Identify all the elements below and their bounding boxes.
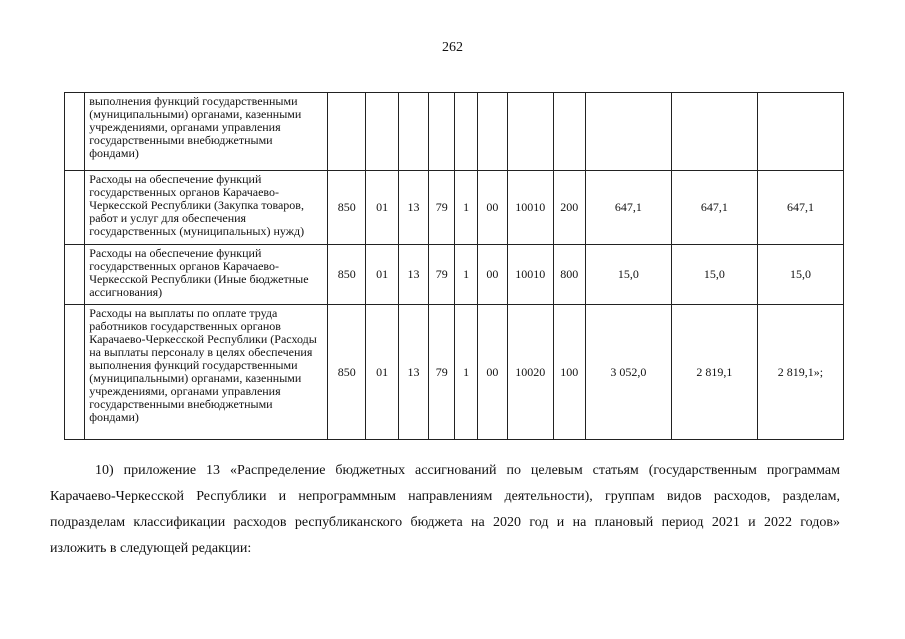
admin-code-cell: 850 [328,305,366,440]
amount-2022-cell: 2 819,1»; [757,305,843,440]
admin-code-cell: 850 [328,245,366,305]
expense-type-cell [553,93,585,171]
amount-2022-cell: 15,0 [757,245,843,305]
section-cell [366,93,398,171]
expense-name-cell: Расходы на выплаты по оплате труда работников государственных органов Карачаево-Черкесской Республики (Расходы на выплаты персоналу в целях обеспечения выполнения функций государственными (муниципальными) органами, казенными учреждениями, органами управления государственными внебюджетными фондами) [85,305,328,440]
amount-2021-cell: 647,1 [671,171,757,245]
expense-type-cell: 800 [553,245,585,305]
subprogram-cell: 1 [455,171,477,245]
page-number: 262 [442,40,463,55]
amount-2020-cell: 647,1 [585,171,671,245]
expense-name-cell: выполнения функций государственными (муниципальными) органами, казенными учреждениями, органами управления государственными внебюджетными фондами) [85,93,328,171]
main-event-cell: 00 [477,245,507,305]
admin-code-cell: 850 [328,171,366,245]
subprogram-cell [455,93,477,171]
section-cell: 01 [366,305,398,440]
direction-cell [508,93,554,171]
table-row [65,245,844,305]
paragraph-line: Карачаево-Черкесской Республики и непрограммным направлениям деятельности), группам видов расходов, разделам, [50,489,840,504]
amount-2020-cell: 3 052,0 [585,305,671,440]
program-cell [429,93,455,171]
blank-cell [65,245,85,305]
amount-2021-cell: 15,0 [671,245,757,305]
amount-2021-cell: 2 819,1 [671,305,757,440]
table-row [65,171,844,245]
direction-cell: 10010 [508,171,554,245]
expense-type-cell: 200 [553,171,585,245]
subprogram-cell: 1 [455,245,477,305]
subsection-cell: 13 [398,305,428,440]
section-cell: 01 [366,245,398,305]
program-cell: 79 [429,245,455,305]
direction-cell: 10010 [508,245,554,305]
program-cell: 79 [429,171,455,245]
blank-cell [65,305,85,440]
subsection-cell [398,93,428,171]
expense-name-cell: Расходы на обеспечение функций государственных органов Карачаево-Черкесской Республики (Закупка товаров, работ и услуг для обеспечения государственных (муниципальных) нужд) [85,171,328,245]
admin-code-cell [328,93,366,171]
paragraph-line: 10) приложение 13 «Распределение бюджетных ассигнований по целевым статьям (государственным программам [95,463,840,478]
table-row [65,305,844,440]
paragraph-line: подразделам классификации расходов республиканского бюджета на 2020 год и на плановый период 2021 и 2022 годов» [50,515,840,530]
blank-cell [65,171,85,245]
amount-2022-cell [757,93,843,171]
amount-2022-cell: 647,1 [757,171,843,245]
budget-table [64,92,844,440]
subsection-cell: 13 [398,171,428,245]
main-event-cell [477,93,507,171]
amount-2021-cell [671,93,757,171]
subprogram-cell: 1 [455,305,477,440]
main-event-cell: 00 [477,171,507,245]
expense-name-cell: Расходы на обеспечение функций государственных органов Карачаево-Черкесской Республики (Иные бюджетные ассигнования) [85,245,328,305]
expense-type-cell: 100 [553,305,585,440]
blank-cell [65,93,85,171]
direction-cell: 10020 [508,305,554,440]
program-cell: 79 [429,305,455,440]
main-event-cell: 00 [477,305,507,440]
amount-2020-cell: 15,0 [585,245,671,305]
subsection-cell: 13 [398,245,428,305]
amendment-paragraph [50,458,840,562]
paragraph-line: изложить в следующей редакции: [50,541,252,556]
section-cell: 01 [366,171,398,245]
amount-2020-cell [585,93,671,171]
table-row [65,93,844,171]
